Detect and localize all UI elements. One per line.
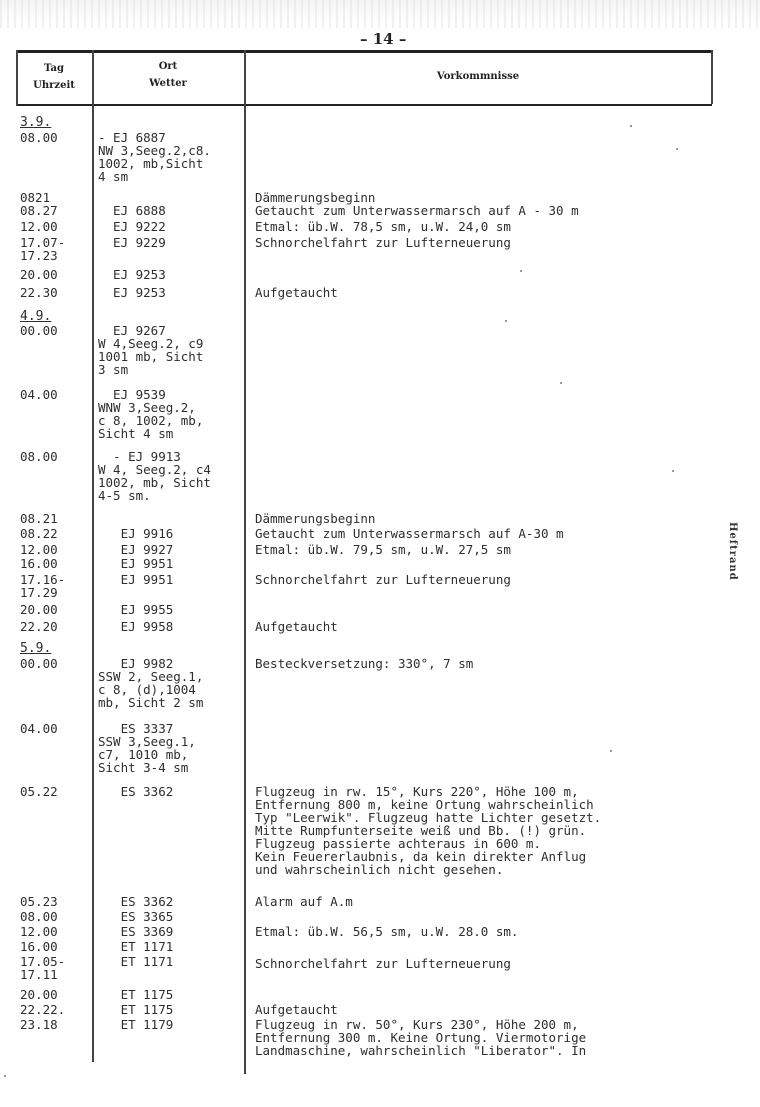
- time-cell: 04.00: [20, 721, 58, 736]
- event-cell: Schnorchelfahrt zur Lufterneuerung: [255, 235, 511, 250]
- ort-cell: EJ 9539 WNW 3,Seeg.2, c 8, 1002, mb, Sicht 4 sm: [98, 387, 204, 441]
- ort-cell: EJ 9253: [98, 267, 166, 282]
- scan-noise: [0, 0, 760, 28]
- date-label: 5.9.: [20, 641, 52, 656]
- header-bottom-rule: [16, 104, 712, 106]
- ort-cell: ES 3369: [98, 924, 174, 939]
- ort-cell: EJ 6888: [98, 203, 166, 218]
- event-cell: Alarm auf A.m: [255, 894, 353, 909]
- time-cell: 12.00: [20, 924, 58, 939]
- ort-cell: ET 1175: [98, 987, 174, 1002]
- date-label: 3.9.: [20, 115, 52, 130]
- ort-cell: - EJ 9913 W 4, Seeg.2, c4 1002, mb, Sicht 4-5 sm.: [98, 449, 211, 503]
- ort-cell: - EJ 6887 NW 3,Seeg.2,c8. 1002, mb,Sicht 4 sm: [98, 130, 211, 184]
- time-cell: 08.00: [20, 909, 58, 924]
- time-cell: 22.22.: [20, 1002, 66, 1017]
- date-label: 4.9.: [20, 309, 52, 324]
- scan-speck: [505, 320, 507, 322]
- ort-cell: ES 3362: [98, 784, 174, 799]
- time-cell: 20.00: [20, 267, 58, 282]
- ort-cell: EJ 9253: [98, 285, 166, 300]
- scan-speck: [630, 125, 632, 127]
- time-cell: 22.20: [20, 619, 58, 634]
- event-cell: Getaucht zum Unterwassermarsch auf A-30 m: [255, 526, 564, 541]
- time-cell: 08.22: [20, 526, 58, 541]
- ort-cell: EJ 9955: [98, 602, 174, 617]
- event-cell: Flugzeug in rw. 50°, Kurs 230°, Höhe 200 m, Entfernung 300 m. Keine Ortung. Viermotorige Landmaschine, wahrscheinlich "Liberator". In: [255, 1017, 587, 1058]
- ort-cell: EJ 9916: [98, 526, 174, 541]
- event-cell: Schnorchelfahrt zur Lufterneuerung: [255, 572, 511, 587]
- table-top-rule: [16, 50, 712, 53]
- time-cell: 05.23: [20, 894, 58, 909]
- table-right-border: [711, 50, 713, 104]
- event-cell: Aufgetaucht: [255, 285, 338, 300]
- ort-cell: ET 1175: [98, 1002, 174, 1017]
- time-cell: 20.00: [20, 987, 58, 1002]
- scan-speck: [4, 1075, 6, 1077]
- ort-cell: ET 1171: [98, 954, 174, 969]
- event-cell: Schnorchelfahrt zur Lufterneuerung: [255, 956, 511, 971]
- ort-cell: EJ 9951: [98, 556, 174, 571]
- scan-speck: [672, 470, 674, 472]
- time-cell: 0821: [20, 190, 51, 205]
- header-ort: Ort: [158, 61, 178, 72]
- time-cell: 05.22: [20, 784, 58, 799]
- event-cell: Dämmerungsbeginn: [255, 511, 376, 526]
- ort-cell: EJ 9982 SSW 2, Seeg.1, c 8, (d),1004 mb, Sicht 2 sm: [98, 656, 204, 710]
- time-cell: 17.16- 17.29: [20, 572, 66, 600]
- time-cell: 00.00: [20, 323, 58, 338]
- scan-speck: [520, 270, 522, 272]
- time-cell: 08.00: [20, 449, 58, 464]
- event-cell: Etmal: üb.W. 56,5 sm, u.W. 28.0 sm.: [255, 924, 519, 939]
- time-cell: 08.00: [20, 130, 58, 145]
- ort-cell: EJ 9927: [98, 542, 174, 557]
- ort-cell: ET 1171: [98, 939, 174, 954]
- header-uhrzeit: Uhrzeit: [33, 80, 75, 91]
- time-cell: 20.00: [20, 602, 58, 617]
- header-tag: Tag: [44, 63, 64, 74]
- column-divider-1: [92, 50, 94, 1062]
- event-cell: Etmal: üb.W. 78,5 sm, u.W. 24,0 sm: [255, 219, 511, 234]
- time-cell: 12.00: [20, 542, 58, 557]
- time-cell: 16.00: [20, 939, 58, 954]
- time-cell: 08.27: [20, 203, 58, 218]
- time-cell: 17.05- 17.11: [20, 954, 66, 982]
- time-cell: 17.07- 17.23: [20, 235, 66, 263]
- event-cell: Getaucht zum Unterwassermarsch auf A - 30 m: [255, 203, 579, 218]
- ort-cell: EJ 9951: [98, 572, 174, 587]
- header-vorkommnisse: Vorkommnisse: [436, 71, 520, 82]
- event-cell: Flugzeug in rw. 15°, Kurs 220°, Höhe 100 m, Entfernung 800 m, keine Ortung wahrscheinlich Typ "Leerwik". Flugzeug hatte Lichter gesetzt. Mitte Rumpfunterseite weiß und Bb. (!) grün. Flugzeug passierte achteraus in 600 m. Kein Feuererlaubnis, da kein direkter Anflug und wahrscheinlich nicht gesehen.: [255, 784, 602, 877]
- time-cell: 22.30: [20, 285, 58, 300]
- ort-cell: ES 3365: [98, 909, 174, 924]
- event-cell: Aufgetaucht: [255, 619, 338, 634]
- time-cell: 12.00: [20, 219, 58, 234]
- time-cell: 23.18: [20, 1017, 58, 1032]
- event-cell: Dämmerungsbeginn: [255, 190, 376, 205]
- scan-speck: [560, 382, 562, 384]
- ort-cell: ES 3337 SSW 3,Seeg.1, c7, 1010 mb, Sicht 3-4 sm: [98, 721, 196, 775]
- page-number: – 14 –: [360, 30, 407, 48]
- ort-cell: EJ 9229: [98, 235, 166, 250]
- time-cell: 00.00: [20, 656, 58, 671]
- ort-cell: ET 1179: [98, 1017, 174, 1032]
- column-divider-2: [244, 50, 246, 1074]
- margin-note: Heftrand: [727, 522, 738, 581]
- event-cell: Aufgetaucht: [255, 1002, 338, 1017]
- ort-cell: EJ 9958: [98, 619, 174, 634]
- time-cell: 08.21: [20, 511, 58, 526]
- time-cell: 16.00: [20, 556, 58, 571]
- ort-cell: EJ 9267 W 4,Seeg.2, c9 1001 mb, Sicht 3 sm: [98, 323, 204, 377]
- time-cell: 04.00: [20, 387, 58, 402]
- header-wetter: Wetter: [149, 78, 187, 89]
- header-ort-wetter: [94, 58, 242, 92]
- scan-speck: [676, 148, 678, 150]
- ort-cell: ES 3362: [98, 894, 174, 909]
- header-tag-uhrzeit: [18, 60, 90, 94]
- ort-cell: EJ 9222: [98, 219, 166, 234]
- scan-speck: [610, 750, 612, 752]
- event-cell: Besteckversetzung: 330°, 7 sm: [255, 656, 474, 671]
- event-cell: Etmal: üb.W. 79,5 sm, u.W. 27,5 sm: [255, 542, 511, 557]
